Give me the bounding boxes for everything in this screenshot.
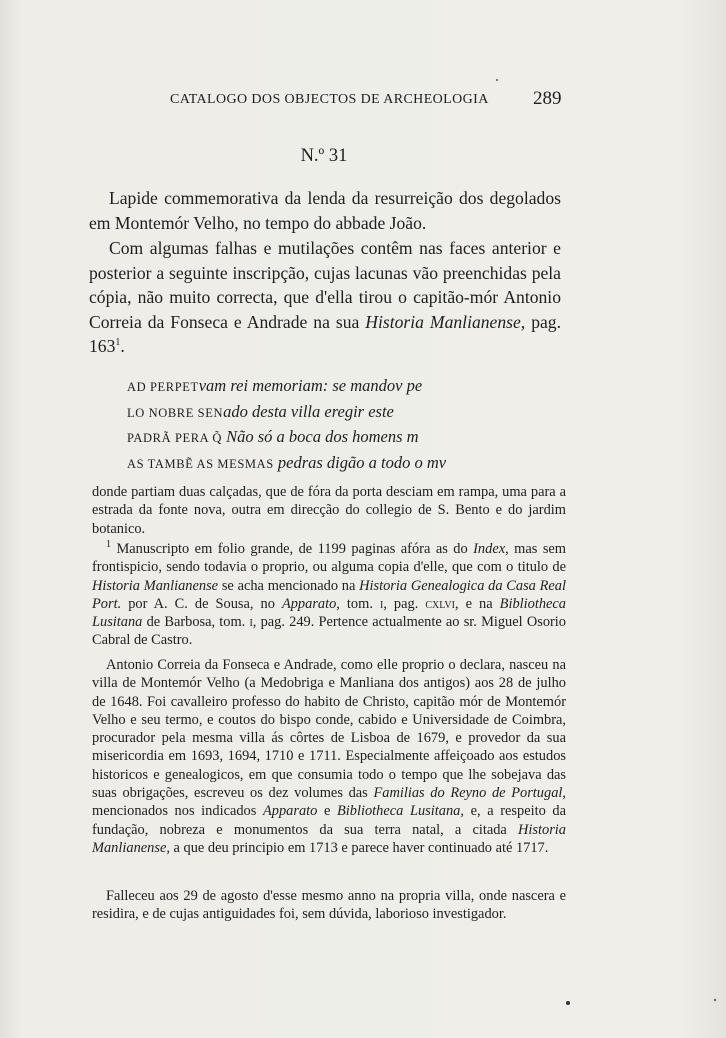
ink-speck bbox=[496, 79, 498, 81]
page-number: 289 bbox=[533, 88, 562, 109]
ink-speck bbox=[566, 1001, 570, 1005]
inscription-line: AS TAMBẼ AS MESMAS pedras digão a todo o mv bbox=[127, 452, 447, 472]
inscription-line: PADRÃ PERA Q̃ Não só a boca dos homens m bbox=[127, 427, 419, 446]
entry-number: N.º 31 bbox=[300, 146, 348, 166]
inscription-line: AD PERPETvam rei memoriam: se mandov pe bbox=[127, 376, 423, 395]
running-title: CATALOGO DOS OBJECTOS DE ARCHEOLOGIA bbox=[170, 92, 489, 107]
inscription-line: LO NOBRE SENado desta villa eregir este bbox=[127, 401, 394, 421]
footnote-ref: 1 bbox=[115, 337, 121, 349]
entry-paragraph: Com algumas falhas e mutilações contêm nas faces anterior e posterior a seguinte inscripção, cujas lacunas vão preenchidas pela cópia, não muito correcta, que d'ella tirou o capitão-mór Antonio Correia da Fonseca e Andrade na sua Historia Manlianense, pag. $163^1$. bbox=[89, 238, 561, 356]
footnote: $^1$ Manuscripto em folio grande, de 1199 paginas afóra as do Index, mas sem frontispicio, sendo todavia o proprio, ou alguma copia d'elle, que com o titulo de Historia Manlianense se acha mencionado na Historia Genealogica da Casa Real Port. por A. C. de Sousa, no Apparato, tom. i, pag. cxlvi, e na Bibliotheca Lusitana de Barbosa, tom. i, pag. 249. Pertence actualmente ao sr. Miguel Osorio Cabral de Castro. bbox=[92, 539, 567, 649]
biography: Antonio Correia da Fonseca e Andrade, como elle proprio o declara, nasceu na villa de Montemór Velho (a Medobriga e Manliana dos antigos) aos 28 de julho de 1648. Foi cavalleiro professo do habito de Christo, capitão mór de Montemór Velho e seu termo, e coutos do bispo conde, cabido e Universidade de Coimbra, procurador pela mesma villa ás côrtes de Lisboa de 1679, e provedor da sua misericordia em 1693, 1694, 1710 e 1711. Especialmente affeiçoado aos estudos historicos e genealogicos, em que consumia todo o tempo que lhe sobejava das suas obrigações, escreveu os dez volumes das Familias do Reyno de Portugal, mencionados nos indicados Apparato e Bibliotheca Lusitana, e, a respeito da fundação, nobreza e monumentos da sua terra natal, a citada Historia Manlianense, a que deu principio em 1713 e parece haver continuado até 1717. bbox=[92, 657, 566, 856]
entry-description: Lapide commemorativa da lenda da resurreição dos degolados em Montemór Velho, no tempo do abbade João. bbox=[89, 188, 561, 233]
footnote-marker: 1 bbox=[106, 539, 111, 551]
ink-speck bbox=[714, 999, 716, 1001]
work-title: Historia Manlianense, bbox=[365, 311, 526, 332]
continuation-text: donde partiam duas calçadas, que de fóra da porta desciam em rampa, uma para a estrada da fonte nova, outra em direcção do collegio de S. Bento e do jardim botanico. bbox=[92, 484, 566, 537]
closing-paragraph: Falleceu aos 29 de agosto d'esse mesmo anno na propria villa, onde nascera e residira, e de cujas antiguidades foi, sem dúvida, laborioso investigador. bbox=[92, 888, 566, 923]
